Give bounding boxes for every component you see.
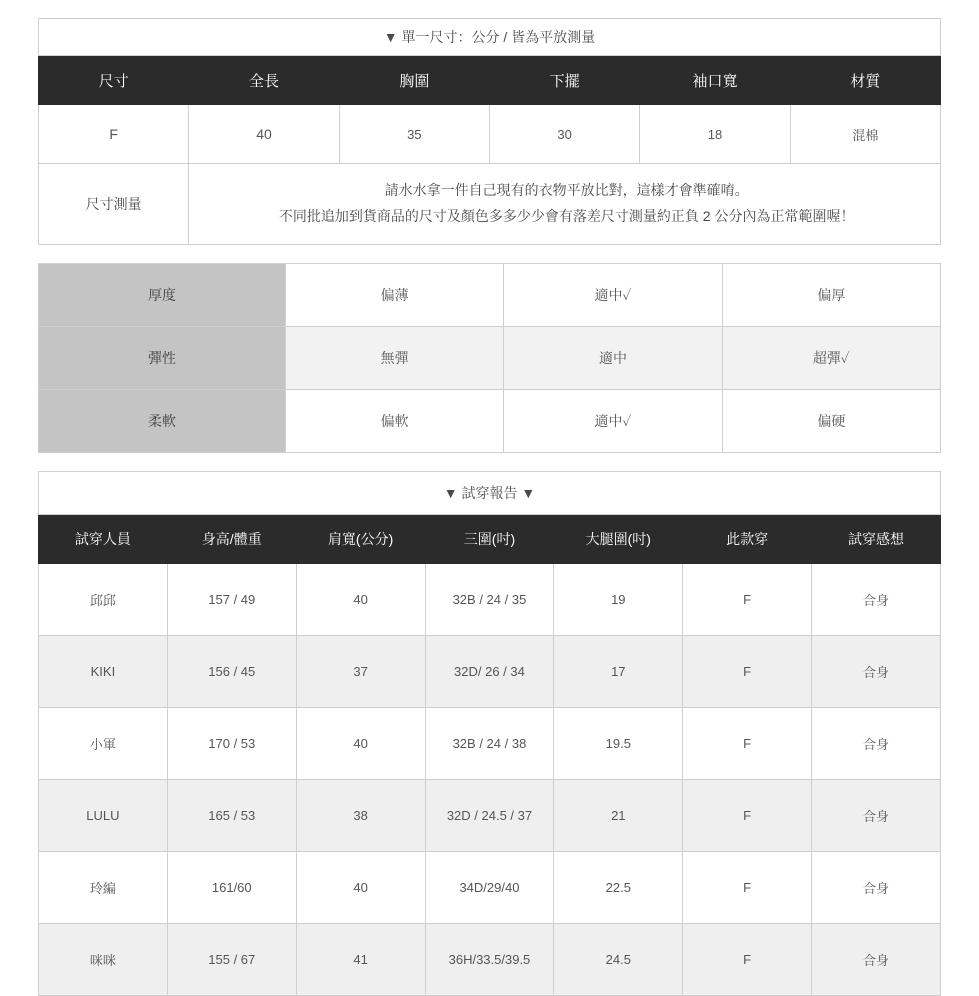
- table-row: [39, 563, 941, 635]
- size-note-body: [189, 164, 941, 245]
- feel-option-softness-hard: 偏硬: [722, 389, 940, 452]
- fit-cell-measurements: 32B / 24 / 38: [425, 707, 554, 779]
- size-header-hem: 下擺: [489, 56, 639, 105]
- fit-cell-model: 邱邱: [39, 563, 168, 635]
- feel-option-elasticity-none: 無彈: [286, 326, 504, 389]
- fit-cell-height-weight: 165 / 53: [167, 779, 296, 851]
- fit-cell-thigh: 24.5: [554, 923, 683, 995]
- size-value-size: F: [39, 105, 189, 164]
- fit-cell-thigh: 19.5: [554, 707, 683, 779]
- fit-cell-comment: 合身: [812, 635, 941, 707]
- fit-cell-height-weight: 170 / 53: [167, 707, 296, 779]
- fit-cell-shoulder: 40: [296, 563, 425, 635]
- fit-cell-thigh: 19: [554, 563, 683, 635]
- size-header-cuff: 袖口寬: [640, 56, 790, 105]
- feel-option-softness-medium: 適中✓: [504, 389, 722, 452]
- fit-cell-measurements: 32D / 24.5 / 37: [425, 779, 554, 851]
- size-header-bust: 胸圍: [339, 56, 489, 105]
- fitting-report-title-row: [39, 471, 941, 514]
- fitting-report-table: [38, 471, 941, 996]
- fit-cell-measurements: 32D/ 26 / 34: [425, 635, 554, 707]
- fit-cell-thigh: 22.5: [554, 851, 683, 923]
- fit-cell-thigh: 17: [554, 635, 683, 707]
- fit-cell-measurements: 36H/33.5/39.5: [425, 923, 554, 995]
- feel-label-thickness: 厚度: [39, 263, 286, 326]
- size-value-cuff: 18: [640, 105, 790, 164]
- feel-label-softness: 柔軟: [39, 389, 286, 452]
- feel-row-elasticity: [39, 326, 941, 389]
- fit-header-measurements: 三圍(吋): [425, 514, 554, 563]
- fabric-feel-table: [38, 263, 941, 453]
- fit-cell-model: 小軍: [39, 707, 168, 779]
- fit-cell-comment: 合身: [812, 779, 941, 851]
- fit-cell-height-weight: 157 / 49: [167, 563, 296, 635]
- fit-header-comment: 試穿感想: [812, 514, 941, 563]
- fit-cell-model: KIKI: [39, 635, 168, 707]
- fit-cell-wears: F: [683, 851, 812, 923]
- feel-option-elasticity-medium: 適中: [504, 326, 722, 389]
- size-header-size: 尺寸: [39, 56, 189, 105]
- feel-option-softness-soft: 偏軟: [286, 389, 504, 452]
- fit-cell-wears: F: [683, 923, 812, 995]
- fit-cell-model: LULU: [39, 779, 168, 851]
- feel-option-elasticity-high: 超彈✓: [722, 326, 940, 389]
- feel-row-thickness: [39, 263, 941, 326]
- size-note-line-2: 不同批追加到貨商品的尺寸及顏色多多少少會有落差尺寸測量約正負 2 公分內為正常範圍喔！: [278, 207, 855, 224]
- fit-cell-measurements: 32B / 24 / 35: [425, 563, 554, 635]
- fit-cell-height-weight: 161/60: [167, 851, 296, 923]
- fit-cell-height-weight: 155 / 67: [167, 923, 296, 995]
- size-note-label: 尺寸測量: [39, 164, 189, 245]
- fit-cell-measurements: 34D/29/40: [425, 851, 554, 923]
- fit-cell-thigh: 21: [554, 779, 683, 851]
- table-row: [39, 851, 941, 923]
- size-value-length: 40: [189, 105, 339, 164]
- table-row: [39, 779, 941, 851]
- size-header-material: 材質: [790, 56, 940, 105]
- fit-header-shoulder: 肩寬(公分): [296, 514, 425, 563]
- size-table-row: [39, 105, 941, 164]
- size-value-material: 混棉: [790, 105, 940, 164]
- feel-row-softness: [39, 389, 941, 452]
- fit-cell-shoulder: 37: [296, 635, 425, 707]
- fit-cell-model: 咪咪: [39, 923, 168, 995]
- fit-header-model: 試穿人員: [39, 514, 168, 563]
- fit-cell-shoulder: 40: [296, 707, 425, 779]
- fit-cell-comment: 合身: [812, 851, 941, 923]
- size-note-row: [39, 164, 941, 245]
- size-value-hem: 30: [489, 105, 639, 164]
- fit-cell-comment: 合身: [812, 707, 941, 779]
- fit-header-wears: 此款穿: [683, 514, 812, 563]
- fit-cell-shoulder: 41: [296, 923, 425, 995]
- size-table: [38, 18, 941, 245]
- table-row: [39, 707, 941, 779]
- fit-cell-comment: 合身: [812, 563, 941, 635]
- fit-header-height-weight: 身高/體重: [167, 514, 296, 563]
- fitting-report-header-row: [39, 514, 941, 563]
- table-row: [39, 923, 941, 995]
- size-value-bust: 35: [339, 105, 489, 164]
- fit-cell-wears: F: [683, 707, 812, 779]
- fit-cell-comment: 合身: [812, 923, 941, 995]
- feel-label-elasticity: 彈性: [39, 326, 286, 389]
- fit-cell-height-weight: 156 / 45: [167, 635, 296, 707]
- fit-cell-wears: F: [683, 635, 812, 707]
- size-table-title: ▼ 單一尺寸：公分 / 皆為平放測量: [39, 19, 941, 56]
- feel-option-thickness-thick: 偏厚: [722, 263, 940, 326]
- fit-cell-model: 玲編: [39, 851, 168, 923]
- size-table-title-row: [39, 19, 941, 56]
- feel-option-thickness-medium: 適中✓: [504, 263, 722, 326]
- fit-cell-wears: F: [683, 779, 812, 851]
- size-header-length: 全長: [189, 56, 339, 105]
- table-row: [39, 635, 941, 707]
- size-note-line-1: 請水水拿一件自己現有的衣物平放比對，這樣才會準確唷。: [384, 182, 749, 198]
- feel-option-thickness-thin: 偏薄: [286, 263, 504, 326]
- fitting-report-title: ▼ 試穿報告 ▼: [39, 471, 941, 514]
- fit-cell-wears: F: [683, 563, 812, 635]
- fit-header-thigh: 大腿圍(吋): [554, 514, 683, 563]
- fit-cell-shoulder: 40: [296, 851, 425, 923]
- fit-cell-shoulder: 38: [296, 779, 425, 851]
- size-table-header-row: [39, 56, 941, 105]
